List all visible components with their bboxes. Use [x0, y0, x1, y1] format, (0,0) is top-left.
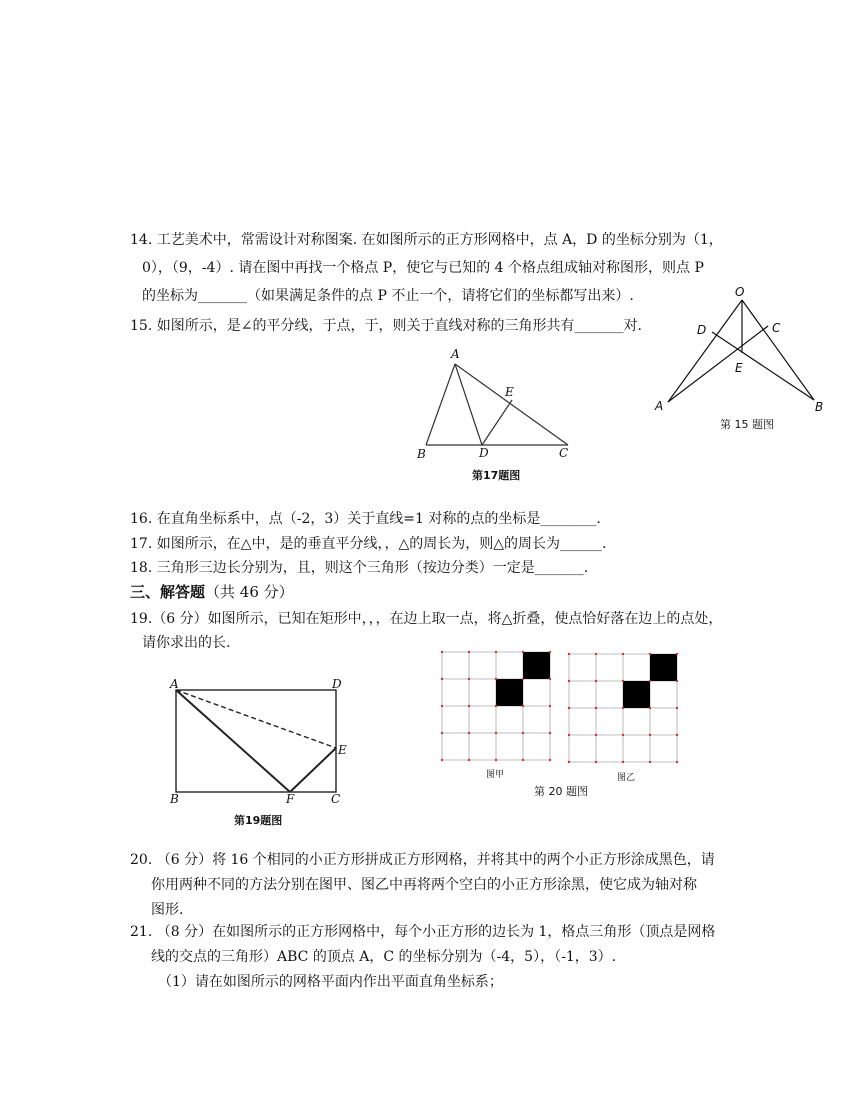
fig20-left-caption: 图甲: [486, 770, 505, 780]
figure-19: [170, 680, 350, 800]
q21-line1: 21. （8 分）在如图所示的正方形网格中，每个小正方形的边长为 1，格点三角形（顶点是网格: [130, 924, 716, 940]
section-3-title: 三、解答题: [130, 583, 206, 601]
section-3-heading: [130, 581, 294, 602]
q14-line1: 14. 工艺美术中，常需设计对称图案. 在如图所示的正方形网格中，点 A，D 的坐标分别为（1，: [130, 232, 723, 248]
q20-line2: 你用两种不同的方法分别在图甲、图乙中再将两个空白的小正方形涂黑，使它成为轴对称: [151, 877, 697, 893]
fig20-caption: 第 20 题图: [534, 785, 588, 798]
fig20-right-caption: 图乙: [617, 773, 636, 783]
q16-text: 16. 在直角坐标系中，点（-2，3）关于直线=1 对称的点的坐标是________.: [130, 511, 601, 527]
q20-line3: 图形.: [151, 902, 184, 918]
q14-line3: 的坐标为_______（如果满足条件的点 P 不止一个，请将它们的坐标都写出来）.: [142, 288, 634, 304]
fig19-label-A: A: [170, 677, 179, 691]
fig17-caption: 第17题图: [472, 469, 521, 482]
fig15-label-A: A: [655, 399, 664, 413]
section-3-subtitle: （共 46 分）: [205, 583, 294, 601]
fig15-caption: 第 15 题图: [720, 418, 774, 431]
fig19-label-D: D: [332, 677, 342, 691]
q19-line2: 请你求出的长.: [142, 635, 231, 651]
fig17-label-C: C: [559, 446, 569, 460]
fig19-label-E: E: [338, 743, 347, 757]
q17-text: 17. 如图所示，在△中，是的垂直平分线，，△的周长为，则△的周长为______.: [130, 536, 607, 552]
q15-text: 15. 如图所示，是∠的平分线，于点，于，则关于直线对称的三角形共有_______对.: [130, 318, 642, 334]
figure-17: [410, 350, 590, 460]
fig17-label-D: D: [479, 446, 489, 460]
fig15-label-O: O: [735, 285, 745, 299]
fig15-label-B: B: [815, 400, 824, 414]
figure-20-left-grid: [442, 652, 550, 760]
fig19-label-F: F: [286, 792, 295, 806]
fig19-label-B: B: [170, 792, 179, 806]
q21-line3: （1）请在如图所示的网格平面内作出平面直角坐标系；: [158, 974, 503, 990]
fig19-label-C: C: [331, 792, 341, 806]
q14-line2: 0），（9，-4）. 请在图中再找一个格点 P，使它与已知的 4 个格点组成轴对称图形，则点 P: [142, 260, 704, 276]
q20-line1: 20. （6 分）将 16 个相同的小正方形拼成正方形网格，并将其中的两个小正方形涂成黑色，请: [130, 852, 715, 868]
q19-line1: 19.（6 分）如图所示，已知在矩形中，，，在边上取一点，将△折叠，使点恰好落在边上的点处，: [130, 611, 723, 627]
fig15-label-E: E: [735, 361, 743, 375]
q21-line2: 线的交点的三角形）ABC 的顶点 A，C 的坐标分别为（-4，5），（-1，3）.: [151, 949, 617, 965]
fig19-caption: 第19题图: [234, 814, 283, 827]
fig15-label-D: D: [697, 323, 707, 337]
q18-text: 18. 三角形三边长分别为，且，则这个三角形（按边分类）一定是_______.: [130, 560, 589, 576]
fig17-label-E: E: [505, 385, 514, 399]
figure-20-right-grid: [569, 654, 677, 762]
fig15-label-C: C: [772, 321, 781, 335]
fig17-label-A: A: [451, 347, 460, 361]
fig17-label-B: B: [417, 447, 426, 461]
